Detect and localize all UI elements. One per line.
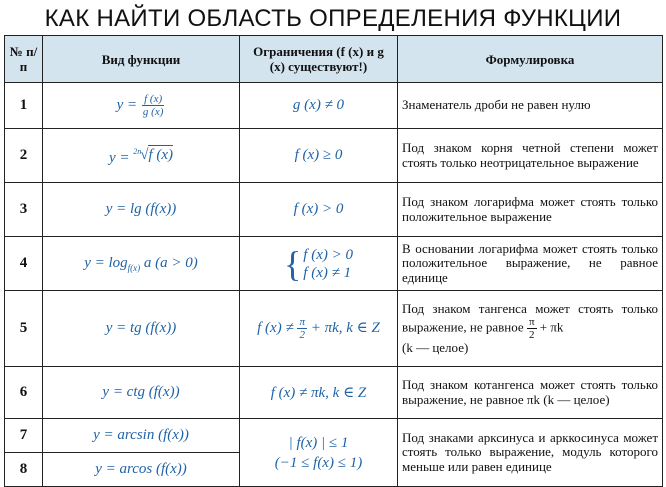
header-function-type: Вид функции [43, 36, 240, 83]
root-expression [133, 145, 173, 164]
function-cell [43, 83, 240, 129]
table-row [5, 367, 663, 419]
function-cell: y = tg (f(x)) [43, 291, 240, 367]
domain-table [4, 35, 663, 487]
row-number: 8 [5, 453, 43, 487]
restriction-cell: g (x) ≠ 0 [240, 83, 398, 129]
page-title: КАК НАЙТИ ОБЛАСТЬ ОПРЕДЕЛЕНИЯ ФУНКЦИИ [44, 5, 622, 32]
restriction-cell: f (x) > 0 [240, 183, 398, 237]
restriction-cell [240, 419, 398, 487]
restriction-cell: f (x) ≥ 0 [240, 129, 398, 183]
function-cell: y = arcsin (f(x)) [43, 419, 240, 453]
row-number: 7 [5, 419, 43, 453]
wording-cell: В основании логарифма может стоять только положительное выражение, не равное единице [398, 237, 663, 291]
radical-sign-icon: √ [140, 146, 149, 163]
condition-line: (−1 ≤ f(x) ≤ 1) [274, 454, 363, 471]
root-index: 2n [133, 146, 142, 156]
function-prefix: y = [116, 96, 138, 113]
row-number: 6 [5, 367, 43, 419]
wording-cell: Знаменатель дроби не равен нулю [398, 83, 663, 129]
wording-part: + πk [539, 319, 564, 335]
condition-line: f (x) > 0 [303, 246, 353, 263]
fraction-denominator: 2 [528, 329, 535, 341]
row-number: 3 [5, 183, 43, 237]
table-row [5, 419, 663, 453]
function-cell: y = lg (f(x)) [43, 183, 240, 237]
wording-part: Под знаком тангенса может стоять только выражение, не равное [402, 300, 658, 335]
condition-line: | f(x) | ≤ 1 [288, 434, 349, 451]
wording-cell [398, 291, 663, 367]
function-cell: y = arcos (f(x)) [43, 453, 240, 487]
function-cell [43, 129, 240, 183]
restriction-cell [240, 237, 398, 291]
pi-half-fraction [527, 316, 537, 341]
condition-part: f (x) ≠ [257, 319, 294, 336]
function-main: y = log [84, 254, 128, 271]
row-number: 4 [5, 237, 43, 291]
condition-system [284, 243, 353, 284]
pi-half-fraction [297, 316, 307, 341]
function-fraction [141, 93, 165, 118]
restriction-cell: f (x) ≠ πk, k ∈ Z [240, 367, 398, 419]
row-number: 1 [5, 83, 43, 129]
condition-part: + πk, k ∈ Z [310, 319, 380, 336]
wording-cell: Под знаком котангенса может стоять только выражение, не равное πk (k — целое) [398, 367, 663, 419]
header-restrictions: Ограничения (f (x) и g (x) существуют!) [240, 36, 398, 83]
table-row [5, 237, 663, 291]
row-number: 5 [5, 291, 43, 367]
table-row [5, 83, 663, 129]
fraction-denominator: 2 [299, 329, 305, 341]
table-row [5, 291, 663, 367]
table-row [5, 183, 663, 237]
table-header-row [5, 36, 663, 83]
header-wording: Формулировка [398, 36, 663, 83]
fraction-numerator: π [528, 316, 535, 328]
wording-cell: Под знаками арксинуса и арккосинуса может стоять только выражение, модуль которого меньше или равен единице [398, 419, 663, 487]
function-prefix: y = [108, 149, 130, 166]
fraction-numerator: f (x) [144, 93, 163, 105]
header-num: № п/п [5, 36, 43, 83]
function-cell: y = ctg (f(x)) [43, 367, 240, 419]
condition-line: f (x) ≠ 1 [303, 264, 352, 281]
function-tail: a (a > 0) [143, 254, 198, 271]
fraction-denominator: g (x) [142, 106, 164, 118]
left-brace-icon: { [284, 243, 302, 284]
table-row [5, 129, 663, 183]
wording-cell: Под знаком корня четной степени может стоять только неотрицательное выражение [398, 129, 663, 183]
function-cell [43, 237, 240, 291]
row-number: 2 [5, 129, 43, 183]
root-argument: f (x) [148, 146, 174, 163]
wording-cell: Под знаком логарифма может стоять только положительное выражение [398, 183, 663, 237]
log-base: f(x) [127, 262, 141, 273]
wording-part: (k — целое) [402, 340, 469, 355]
fraction-numerator: π [299, 316, 305, 328]
restriction-cell [240, 291, 398, 367]
